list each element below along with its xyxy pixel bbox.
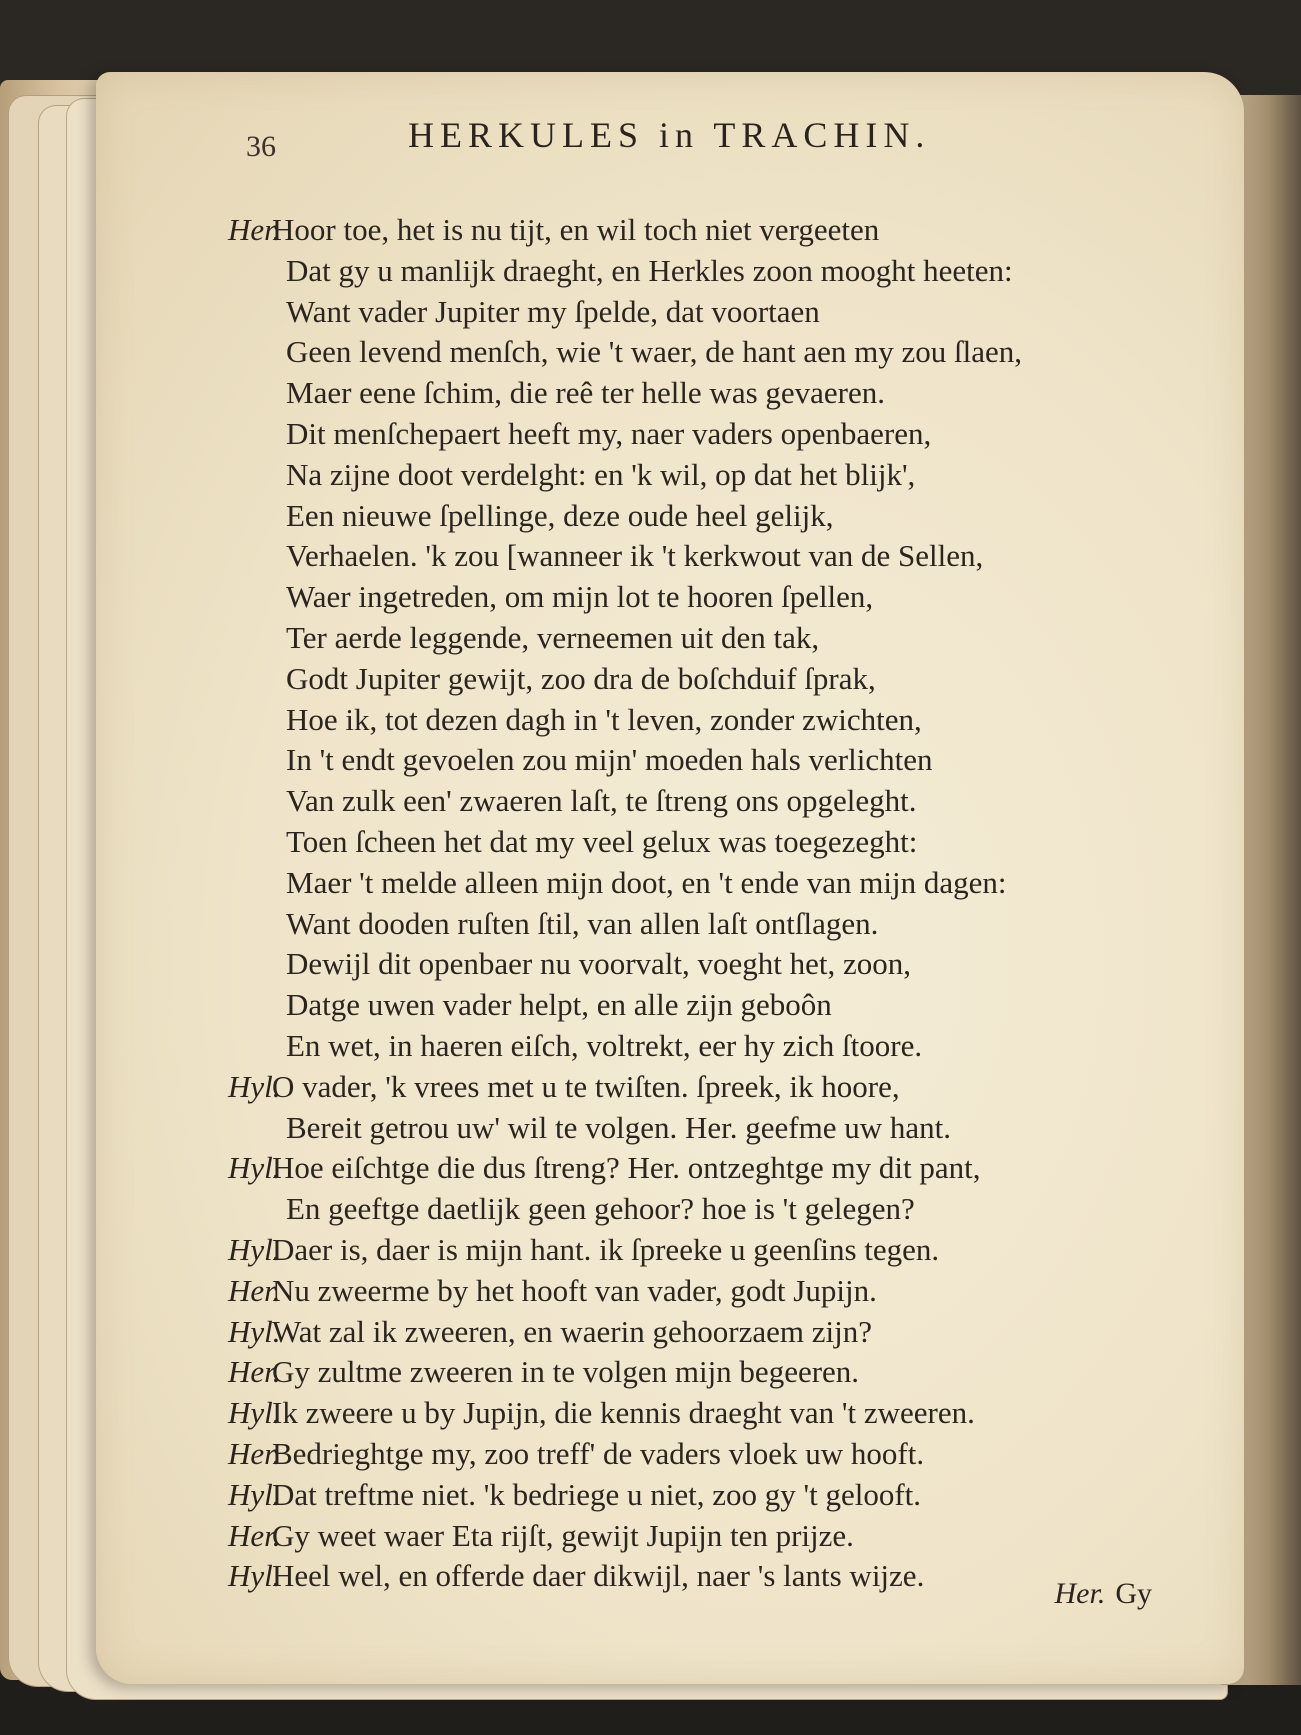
verse-line (228, 332, 1228, 373)
verse-line (228, 251, 1228, 292)
verse-line-text: O vader, 'k vrees met u te twiſten. ſpreek, ik hoore, (272, 1068, 900, 1104)
verse-line (228, 1393, 1228, 1434)
speaker-label: Her. (228, 1354, 281, 1390)
verse-line-text: Een nieuwe ſpellinge, deze oude heel gelijk, (286, 497, 834, 533)
verse-line-text: Geen levend menſch, wie 't waer, de hant aen my zou ſlaen, (286, 334, 1022, 370)
verse-line (228, 292, 1228, 333)
verse-line-text: Want vader Jupiter my ſpelde, dat voortaen (286, 293, 820, 329)
catchword-speaker: Her. (1054, 1577, 1106, 1610)
verse-line (228, 536, 1228, 577)
verse-line-text: Wat zal ik zweeren, en waerin gehoorzaem zijn? (272, 1313, 872, 1349)
speaker-label: Her. (228, 1272, 281, 1308)
verse-line-text: Nu zweerme by het hooft van vader, godt Jupijn. (272, 1272, 877, 1308)
verse-line-text: Godt Jupiter gewijt, zoo dra de boſchduif ſprak, (286, 660, 876, 696)
verse-line (228, 863, 1228, 904)
verse-line-text: Dat gy u manlijk draeght, en Herkles zoon mooght heeten: (286, 252, 1013, 288)
page-header (96, 82, 1244, 163)
verse-line-text: Daer is, daer is mijn hant. ik ſpreeke u geenſins tegen. (272, 1231, 940, 1267)
verse-line-text: Dewijl dit openbaer nu voorvalt, voeght het, zoon, (286, 946, 912, 982)
verse-line-text: Bereit getrou uw' wil te volgen. Her. geefme uw hant. (286, 1109, 952, 1145)
page-number: 36 (246, 130, 276, 163)
verse-line (228, 1026, 1228, 1067)
verse-line-text: Waer ingetreden, om mijn lot te hooren ſpellen, (286, 579, 874, 615)
verse-line-text: Ter aerde leggende, verneemen uit den tak, (286, 619, 820, 655)
verse-line (228, 740, 1228, 781)
verse-line (228, 1108, 1228, 1149)
verse-text (228, 210, 1228, 1597)
verse-line-text: Bedrieghtge my, zoo treff' de vaders vloek uw hooft. (272, 1435, 925, 1471)
verse-line (228, 577, 1228, 618)
speaker-label: Her. (228, 1517, 281, 1553)
verse-line (228, 1434, 1228, 1475)
verse-line (228, 700, 1228, 741)
speaker-label: Hyl. (228, 1476, 281, 1512)
verse-line-text: Maer 't melde alleen mijn doot, en 't ende van mijn dagen: (286, 864, 1007, 900)
verse-line-text: En wet, in haeren eiſch, voltrekt, eer hy zich ſtoore. (286, 1027, 923, 1063)
speaker-label: Hyl. (228, 1231, 281, 1267)
verse-line-text: Na zijne doot verdelght: en 'k wil, op dat het blijk', (286, 456, 916, 492)
verse-line (228, 1475, 1228, 1516)
verse-line-text: Toen ſcheen het dat my veel gelux was toegezeght: (286, 823, 918, 859)
verse-line (228, 455, 1228, 496)
verse-line (228, 1312, 1228, 1353)
speaker-label: Hyl. (228, 1150, 281, 1186)
verse-line-text: Gy weet waer Eta rijſt, gewijt Jupijn ten prijze. (272, 1517, 854, 1553)
verse-line-text: Gy zultme zweeren in te volgen mijn begeeren. (272, 1354, 860, 1390)
speaker-label: Hyl. (228, 1068, 281, 1104)
verse-line (228, 1189, 1228, 1230)
verse-line-text: Datge uwen vader helpt, en alle zijn geboôn (286, 987, 832, 1023)
verse-line (228, 985, 1228, 1026)
verse-line (228, 210, 1228, 251)
speaker-label: Her. (228, 212, 281, 247)
verse-line-text: In 't endt gevoelen zou mijn' moeden hals verlichten (286, 742, 933, 778)
verse-line (228, 618, 1228, 659)
verse-line-text: Van zulk een' zwaeren laſt, te ſtreng ons opgeleght. (286, 783, 917, 819)
verse-line-text: En geeftge daetlijk geen gehoor? hoe is 't gelegen? (286, 1191, 915, 1227)
verse-line (228, 822, 1228, 863)
verse-line-text: Hoor toe, het is nu tijt, en wil toch niet vergeeten (272, 212, 880, 247)
verse-line (228, 1352, 1228, 1393)
verse-line-text: Ik zweere u by Jupijn, die kennis draeght van 't zweeren. (272, 1395, 975, 1431)
verse-line (228, 659, 1228, 700)
speaker-label: Hyl. (228, 1558, 281, 1594)
catchword-text: Gy (1115, 1577, 1152, 1610)
verse-line-text: Want dooden ruſten ſtil, van allen laſt ontſlagen. (286, 905, 879, 941)
catchword (1054, 1577, 1152, 1611)
speaker-label: Her. (228, 1435, 281, 1471)
book-page (96, 72, 1244, 1684)
verse-line (228, 414, 1228, 455)
verse-line-text: Maer eene ſchim, die reê ter helle was gevaeren. (286, 375, 886, 411)
verse-line (228, 496, 1228, 537)
verse-line-text: Verhaelen. 'k zou [wanneer ik 't kerkwout van de Sellen, (286, 538, 984, 574)
verse-line (228, 781, 1228, 822)
running-title: HERKULES in TRACHIN. (408, 115, 931, 155)
verse-line (228, 1148, 1228, 1189)
verse-line (228, 1230, 1228, 1271)
speaker-label: Hyl. (228, 1313, 281, 1349)
verse-line-text: Hoe eiſchtge die dus ſtreng? Her. ontzeghtge my dit pant, (272, 1150, 981, 1186)
speaker-label: Hyl. (228, 1395, 281, 1431)
verse-line-text: Hoe ik, tot dezen dagh in 't leven, zonder zwichten, (286, 701, 922, 737)
verse-line-text: Dat treftme niet. 'k bedriege u niet, zoo gy 't gelooft. (272, 1476, 922, 1512)
verse-line (228, 1271, 1228, 1312)
verse-line (228, 373, 1228, 414)
verse-line (228, 904, 1228, 945)
verse-line (228, 1516, 1228, 1557)
verse-line (228, 944, 1228, 985)
verse-line-text: Dit menſchepaert heeft my, naer vaders openbaeren, (286, 415, 932, 451)
verse-line-text: Heel wel, en offerde daer dikwijl, naer 's lants wijze. (272, 1558, 925, 1594)
verse-line (228, 1067, 1228, 1108)
